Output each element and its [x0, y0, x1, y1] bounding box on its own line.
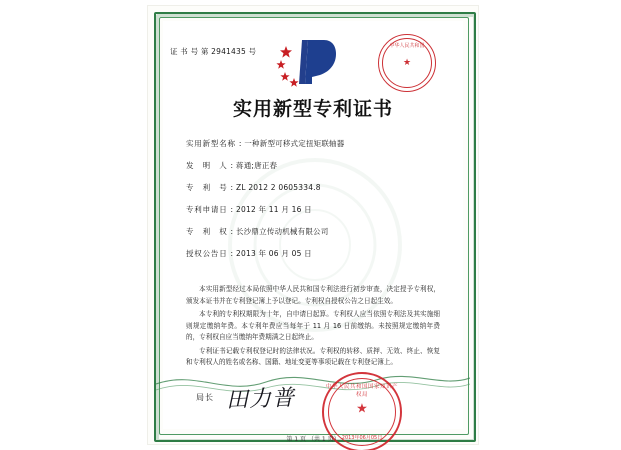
- field-list: [186, 138, 448, 270]
- field-separator: :: [230, 161, 234, 170]
- page-footer: 第 1 页 （共 1 页）: [286, 436, 340, 443]
- certificate-number: 证 书 号 第 2941435 号: [170, 47, 257, 56]
- body-text: [186, 284, 440, 371]
- field-row: [186, 182, 448, 193]
- seal-text: 中华人民共和国国家知识产权局: [325, 384, 398, 398]
- field-label: 专 利 权: [186, 227, 228, 236]
- body-paragraph: 本专利的专利权期限为十年，自申请日起算。专利权人应当依照专利法及其实施细则规定缴纳年费。本专利年费应当每年于 11 月 16 日前缴纳。未按照规定缴纳年费的，专利权自应当缴纳年费期满之日起终止。: [186, 310, 440, 341]
- field-row: [186, 248, 448, 259]
- body-paragraph: 本实用新型经过本局依照中华人民共和国专利法进行初步审查，决定授予专利权，颁发本证书并在专利登记簿上予以登记。专利权自授权公告之日起生效。: [186, 285, 440, 305]
- field-label: 发 明 人: [186, 161, 228, 170]
- field-row: [186, 138, 448, 149]
- field-separator: :: [230, 205, 234, 214]
- field-value: 一种新型可移式定扭矩联轴器: [244, 139, 345, 148]
- field-separator: :: [230, 183, 234, 192]
- top-red-seal: [378, 34, 436, 92]
- field-row: [186, 226, 448, 237]
- field-value: 2013 年 06 月 05 日: [236, 249, 312, 258]
- seal-text-line1: 中华人民共和国: [389, 43, 425, 49]
- field-value: 蒋通;唐正春: [236, 161, 278, 170]
- field-label: 专 利 号: [186, 183, 228, 192]
- field-value: ZL 2012 2 0605334.8: [236, 183, 321, 192]
- signature-label: 局长: [196, 393, 214, 402]
- field-label: 授权公告日: [186, 249, 228, 258]
- field-separator: :: [230, 249, 234, 258]
- patent-office-emblem-icon: [272, 36, 344, 88]
- body-paragraph: 专利证书记载专利权登记时的法律状况。专利权的转移、质押、无效、终止、恢复和专利权人的姓名或名称、国籍、地址变更等事项记载在专利登记簿上。: [186, 346, 440, 366]
- signature-script: 田力普: [225, 385, 296, 414]
- field-value: 长沙鼎立传动机械有限公司: [236, 227, 329, 236]
- field-separator: :: [230, 227, 234, 236]
- field-row: [186, 204, 448, 215]
- field-row: [186, 160, 448, 171]
- seal-star-icon: ★: [402, 58, 412, 68]
- field-label: 专利申请日: [186, 205, 228, 214]
- field-separator: :: [238, 139, 242, 148]
- field-label: 实用新型名称: [186, 139, 236, 148]
- seal-date: 2013年06月05日: [341, 435, 383, 441]
- page-title: 实用新型专利证书: [232, 98, 393, 120]
- field-value: 2012 年 11 月 16 日: [236, 205, 312, 214]
- seal-star-icon: ★: [356, 401, 368, 417]
